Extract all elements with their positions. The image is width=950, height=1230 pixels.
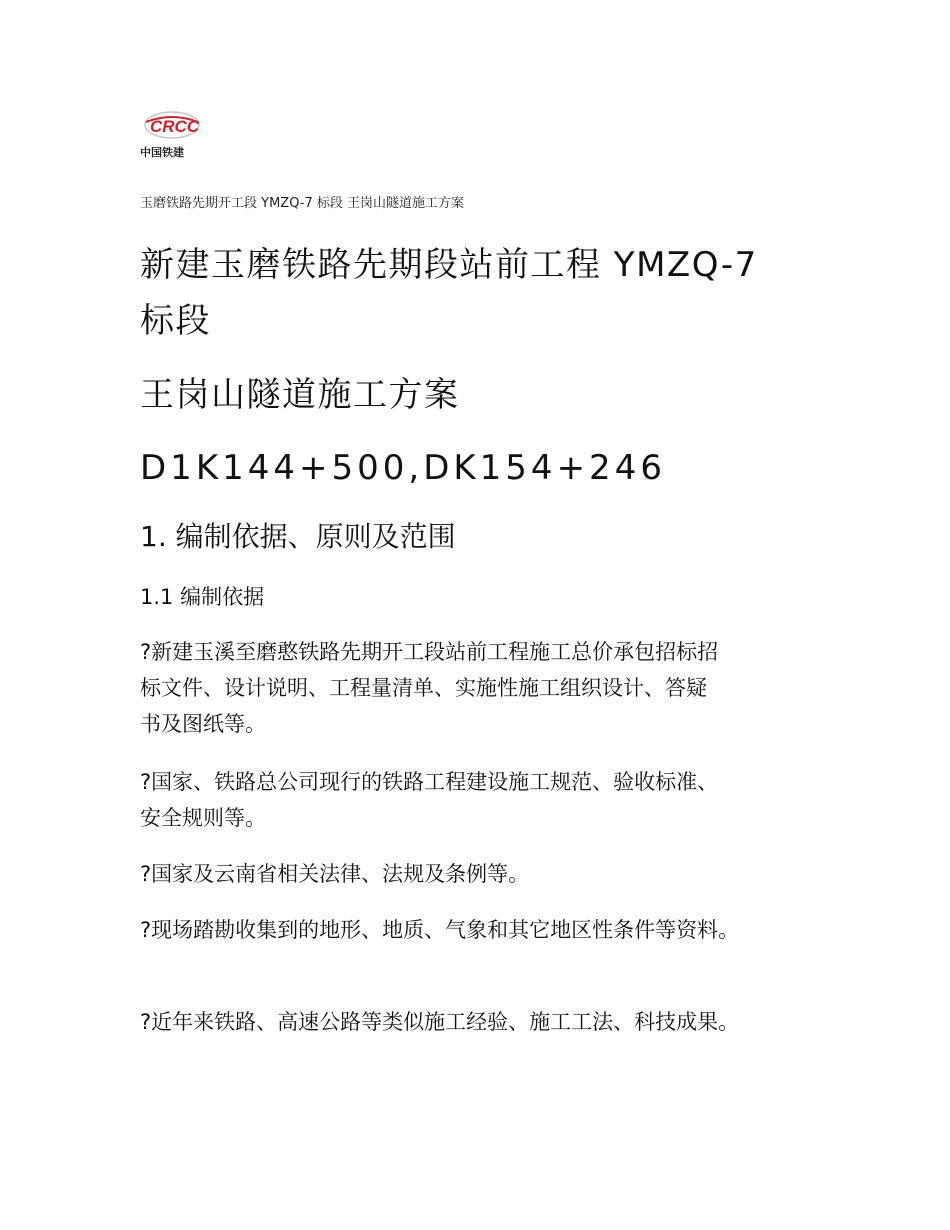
paragraph-line: 标文件、设计说明、工程量清单、实施性施工组织设计、答疑 [140, 676, 707, 700]
basis-item-5 [140, 1004, 739, 1040]
document-title-line-2: 标段 [140, 301, 211, 341]
paragraph-line: ?近年来铁路、高速公路等类似施工经验、施工工法、科技成果。 [140, 1010, 740, 1034]
paragraph-line: ?国家、铁路总公司现行的铁路工程建设施工规范、验收标准、 [140, 770, 719, 794]
document-subtitle: 王岗山隧道施工方案 [140, 375, 460, 415]
basis-item-3 [140, 856, 529, 892]
crcc-emblem-icon [140, 108, 204, 144]
subsection-heading: 1.1 编制依据 [140, 585, 265, 609]
logo-brand-text: 中国铁建 [140, 146, 184, 159]
crcc-logo [140, 108, 204, 160]
section-heading: 1. 编制依据、原则及范围 [140, 520, 456, 553]
basis-item-4 [140, 912, 739, 948]
paragraph-line: 安全规则等。 [140, 806, 266, 830]
paragraph-line: 书及图纸等。 [140, 712, 266, 736]
document-header: 玉磨铁路先期开工段 YMZQ-7 标段 王岗山隧道施工方案 [140, 196, 465, 211]
mileage-range: D1K144+500,DK154+246 [140, 448, 666, 488]
basis-item-1 [140, 634, 718, 742]
document-title-line-1: 新建玉磨铁路先期段站前工程 YMZQ-7 [140, 245, 758, 285]
crcc-mark-text: CRCC [150, 117, 200, 136]
paragraph-line: ?新建玉溪至磨憨铁路先期开工段站前工程施工总价承包招标招 [140, 640, 719, 664]
basis-item-2 [140, 764, 718, 836]
paragraph-line: ?国家及云南省相关法律、法规及条例等。 [140, 862, 530, 886]
paragraph-line: ?现场踏勘收集到的地形、地质、气象和其它地区性条件等资料。 [140, 918, 740, 942]
